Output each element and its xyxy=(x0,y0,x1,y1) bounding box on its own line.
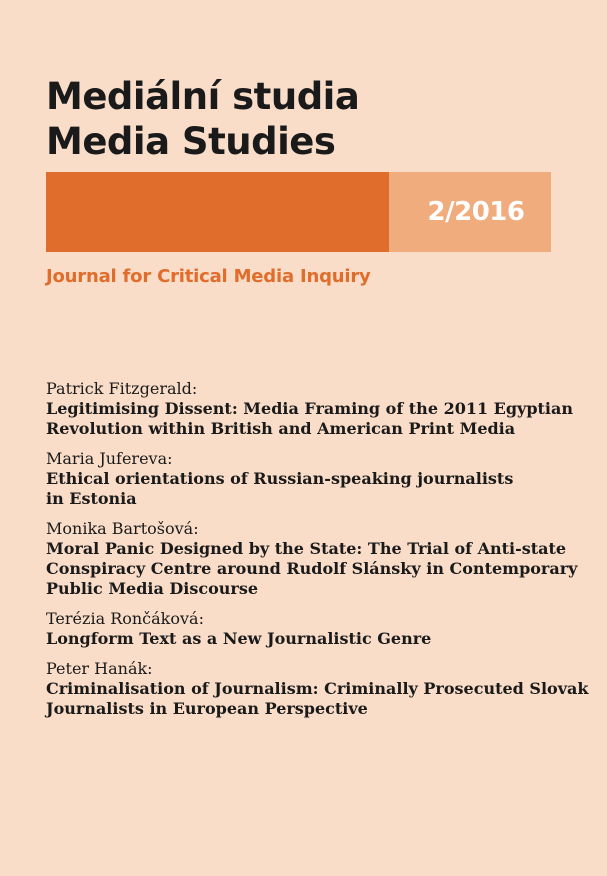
article-author: Maria Jufereva: xyxy=(46,449,173,468)
article-author: Monika Bartošová: xyxy=(46,519,199,538)
article-title-line: Public Media Discourse xyxy=(46,579,259,598)
table-of-contents xyxy=(46,379,589,729)
article-author: Terézia Rončáková: xyxy=(46,609,204,628)
article-entry xyxy=(46,609,566,649)
article-author: Peter Hanák: xyxy=(46,659,153,678)
article-title-line: Conspiracy Centre around Rudolf Slánsky in Contemporary xyxy=(46,559,578,578)
issue-number: 2/2016 xyxy=(427,197,525,227)
journal-title-czech: Mediální studia xyxy=(46,75,360,118)
journal-subtitle: Journal for Critical Media Inquiry xyxy=(46,266,371,287)
article-title-line: Moral Panic Designed by the State: The Trial of Anti-state xyxy=(46,539,567,558)
journal-title-english: Media Studies xyxy=(46,120,336,163)
article-title-line: Revolution within British and American Print Media xyxy=(46,419,516,438)
article-title-line: Longform Text as a New Journalistic Genre xyxy=(46,629,432,648)
article-entry xyxy=(46,519,578,599)
article-title-line: Ethical orientations of Russian-speaking journalists xyxy=(46,469,514,488)
article-entry xyxy=(46,659,589,719)
article-author: Patrick Fitzgerald: xyxy=(46,379,198,398)
article-title-line: Journalists in European Perspective xyxy=(46,699,368,718)
article-entry xyxy=(46,449,566,509)
article-title-line: in Estonia xyxy=(46,489,137,508)
article-title-line: Legitimising Dissent: Media Framing of the 2011 Egyptian xyxy=(46,399,573,418)
journal-title xyxy=(46,74,359,164)
article-entry xyxy=(46,379,573,439)
color-band-dark xyxy=(46,172,389,252)
article-title-line: Criminalisation of Journalism: Criminally Prosecuted Slovak xyxy=(46,679,589,698)
